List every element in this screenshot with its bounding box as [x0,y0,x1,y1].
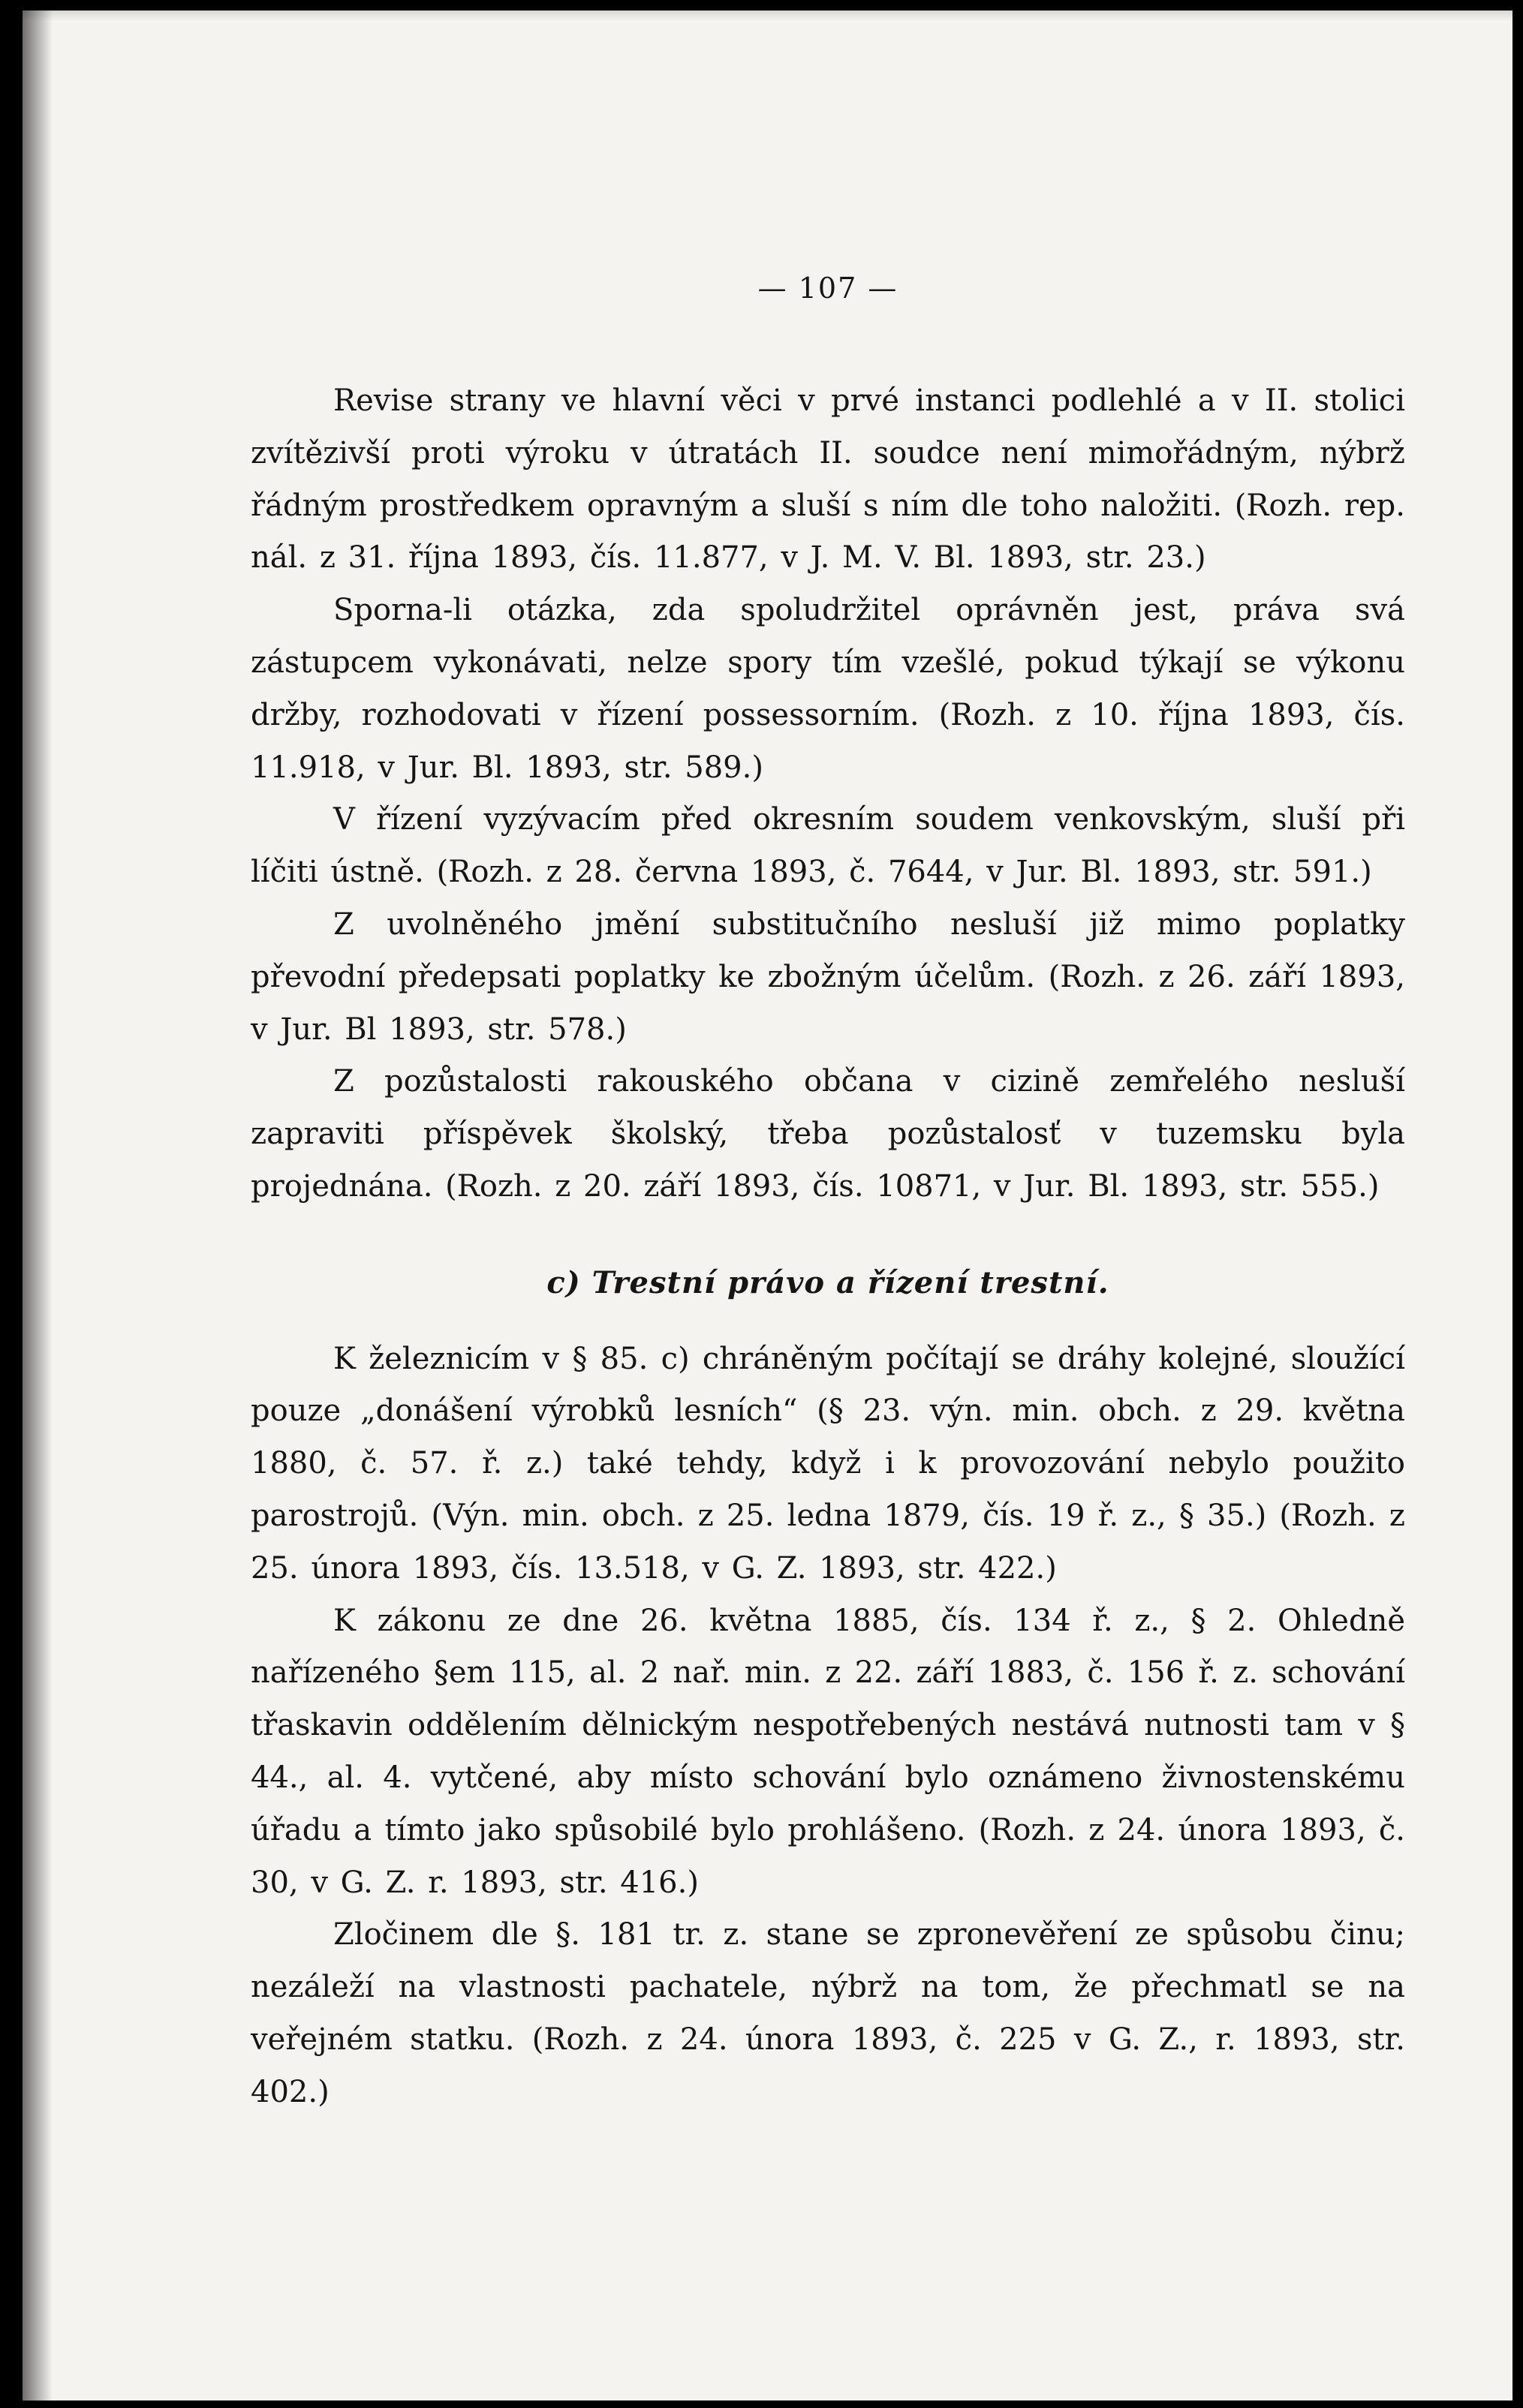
paragraph-substitucni: Z uvolněného jmění substitučního nesluší již mimo poplatky převodní předepsati poplatky ke zbožným účelům. (Rozh. z 26. září 1893, v Jur. Bl 1893, str. 578.) [251,906,1405,1047]
text-column [251,272,1405,2119]
paragraph-rizeni-vyzyvaci: V řízení vyzývacím před okresním soudem venkovským, sluší při líčiti ústně. (Rozh. z 28. června 1893, č. 7644, v Jur. Bl. 1893, str. 591.) [251,802,1405,890]
paragraph-sporna: Sporna-li otázka, zda spoludržitel oprávněn jest, práva svá zástupcem vykonávati, nelze spory tím vzešlé, pokud týkají se výkonu držby, rozhodovati v řízení possessorním. (Rozh. z 10. října 1893, čís. 11.918, v Jur. Bl. 1893, str. 589.) [251,593,1405,785]
paragraph-zakon-1885: K zákonu ze dne 26. května 1885, čís. 134 ř. z., § 2. Ohledně nařízeného §em 115, al. 2 nař. min. z 22. září 1883, č. 156 ř. z. schování třaskavin oddělením dělnickým nespotřebených nestává nutnosti tam v § 44., al. 4. vytčené, aby místo schování bylo oznámeno živnostenskému úřadu a tímto jako spůsobilé bylo prohlášeno. (Rozh. z 24. února 1893, č. 30, v G. Z. r. 1893, str. 416.) [251,1603,1405,1900]
paragraph-zlocin: Zločinem dle §. 181 tr. z. stane se zpronevěření ze spůsobu činu; nezáleží na vlastnosti pachatele, nýbrž na tom, že přechmatl se na veřejném statku. (Rozh. z 24. února 1893, č. 225 v G. Z., r. 1893, str. 402.) [251,1917,1405,2109]
book-page [23,11,1512,2400]
page-number: — 107 — [757,272,898,305]
scan-shadow-left [23,11,53,2400]
paragraph-revise: Revise strany ve hlavní věci v prvé instanci podlehlé a v II. stolici zvítězivší proti výroku v útratách II. soudce není mimořádným, nýbrž řádným prostředkem opravným a sluší s ním dle toho naložiti. (Rozh. rep. nál. z 31. října 1893, čís. 11.877, v J. M. V. Bl. 1893, str. 23.) [251,383,1405,576]
section-heading: c) Trestní právo a řízení trestní. [546,1264,1109,1300]
scan-shadow-top [23,11,1512,21]
paragraph-zeleznice: K železnicím v § 85. c) chráněným počítají se dráhy kolejné, sloužící pouze „donášení výrobků lesních“ (§ 23. výn. min. obch. z 29. května 1880, č. 57. ř. z.) také tehdy, když i k provozování nebylo použito parostrojů. (Výn. min. obch. z 25. ledna 1879, čís. 19 ř. z., § 35.) (Rozh. z 25. února 1893, čís. 13.518, v G. Z. 1893, str. 422.) [251,1341,1405,1586]
paragraph-pozustalost: Z pozůstalosti rakouského občana v cizině zemřelého nesluší zapraviti příspěvek školský, třeba pozůstalosť v tuzemsku byla projednána. (Rozh. z 20. září 1893, čís. 10871, v Jur. Bl. 1893, str. 555.) [251,1064,1405,1204]
